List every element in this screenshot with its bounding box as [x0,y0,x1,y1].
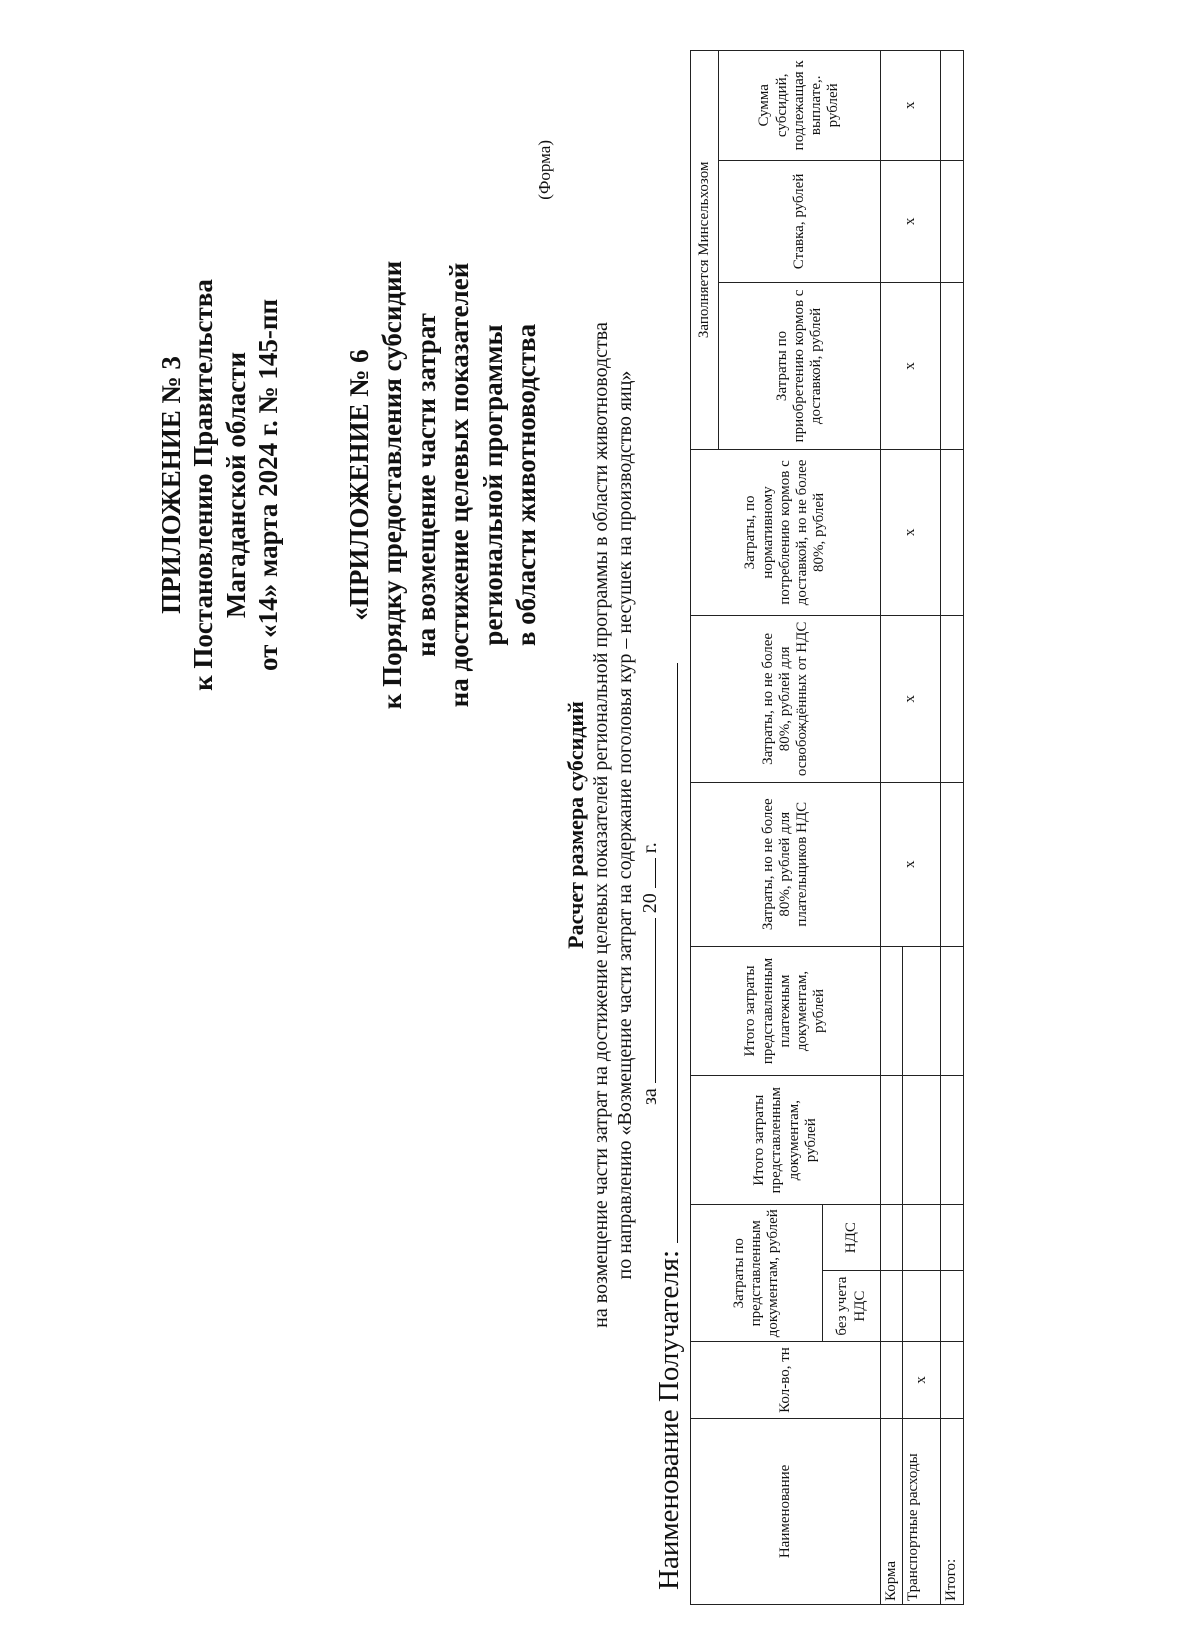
cell-sum-payable[interactable] [941,51,963,161]
procedure-header [343,45,544,925]
cell-vat[interactable] [903,1205,941,1271]
cell-qty[interactable] [941,1342,963,1419]
appendix-header-line: ПРИЛОЖЕНИЕ № 3 [156,356,186,614]
cell-x-mark: x [881,51,941,161]
cell-costs-80-vat-payers[interactable] [941,782,963,946]
cell-total-payments[interactable] [881,946,903,1075]
appendix-header-line: к Постановлению Правительства [188,279,219,691]
header-costs-80-vat-exempt: Затраты, но не более 80%, рублей для освобождённых от НДС [691,616,881,782]
cell-costs-80-vat-exempt[interactable] [941,616,963,782]
procedure-header-line: на достижение целевых показателей [444,262,475,708]
recipient-label: Наименование Получателя: [653,1249,685,1590]
header-qty: Кол-во, тн [691,1342,881,1419]
form-label: (Форма) [535,140,554,200]
cell-total-docs[interactable] [941,1076,963,1205]
document-page [25,25,1125,1625]
subsidy-table [690,50,964,1605]
cell-total-payments[interactable] [941,946,963,1075]
header-name: Наименование [691,1418,881,1604]
row-name: Транспортные расходы [903,1418,941,1604]
procedure-header-line: региональной программы [477,324,508,646]
header-rate: Ставка, рублей [719,160,881,283]
cell-no-vat[interactable] [941,1271,963,1342]
cell-vat[interactable] [941,1205,963,1271]
procedure-header-line: на возмещение части затрат [410,313,441,657]
cell-x-mark: x [881,160,941,283]
row-name: Итого: [941,1418,963,1604]
cell-no-vat[interactable] [903,1271,941,1342]
header-total-payments: Итого затраты представленным платежным документам, рублей [691,946,881,1075]
cell-qty[interactable] [881,1342,903,1419]
appendix-header-line: Магаданской области [220,351,251,619]
header-sum-payable: Сумма субсидий, подлежащая к выплате,. рублей [719,51,881,161]
appendix-header-line: от «14» марта 2024 г. № 145-пп [253,298,284,672]
period-year: 20 [639,893,661,914]
header-costs-80-vat-payers: Затраты, но не более 80%, рублей для плательщиков НДС [691,782,881,946]
header-costs-normative: Затраты, по нормативному потреблению кормов с доставкой, но не более 80%, рублей [691,449,881,615]
cell-vat[interactable] [881,1205,903,1271]
cell-feed-cost[interactable] [941,283,963,449]
cell-total-payments[interactable] [903,946,941,1075]
header-total-docs: Итого затраты представленным документам, рублей [691,1076,881,1205]
cell-x-mark: x [881,449,941,615]
cell-no-vat[interactable] [881,1271,903,1342]
table-row [941,51,963,1605]
calculation-heading [563,25,637,1625]
row-name: Корма [881,1418,903,1604]
cell-qty: x [903,1342,941,1419]
header-no-vat: без учета НДС [823,1271,881,1342]
procedure-header-line: «ПРИЛОЖЕНИЕ № 6 [344,349,374,621]
cell-x-mark: x [881,283,941,449]
calculation-title: Расчет размера субсидий [563,701,588,949]
header-costs-docs: Затраты по представленным документам, рублей [691,1205,823,1342]
cell-total-docs[interactable] [903,1076,941,1205]
table-row [881,51,903,1605]
cell-rate[interactable] [941,160,963,283]
appendix-header [155,45,285,925]
cell-x-mark: x [881,782,941,946]
cell-total-docs[interactable] [881,1076,903,1205]
calculation-subtitle-line: на возмещение части затрат на достижение целевых показателей региональной программы в области животноводства [590,322,613,1328]
procedure-header-line: к Порядку предоставления субсидии [377,260,408,710]
calculation-subtitle-line: по направлению «Возмещение части затрат на содержание поголовья кур – несушек на производство яиц» [614,370,637,1280]
header-vat: НДС [823,1205,881,1271]
period-suffix: г. [639,842,661,854]
recipient-blank[interactable] [653,663,678,1243]
cell-x-mark: x [881,616,941,782]
subsidy-table-wrap [690,50,964,1605]
cell-costs-normative[interactable] [941,449,963,615]
procedure-header-line: в области животноводства [511,323,542,647]
header-feed-cost: Затраты по приобретению кормов с доставкой, рублей [719,283,881,449]
header-ministry: Заполняется Минсельхозом [691,51,719,450]
period-prefix: за [639,1088,661,1105]
recipient-line [653,663,686,1590]
